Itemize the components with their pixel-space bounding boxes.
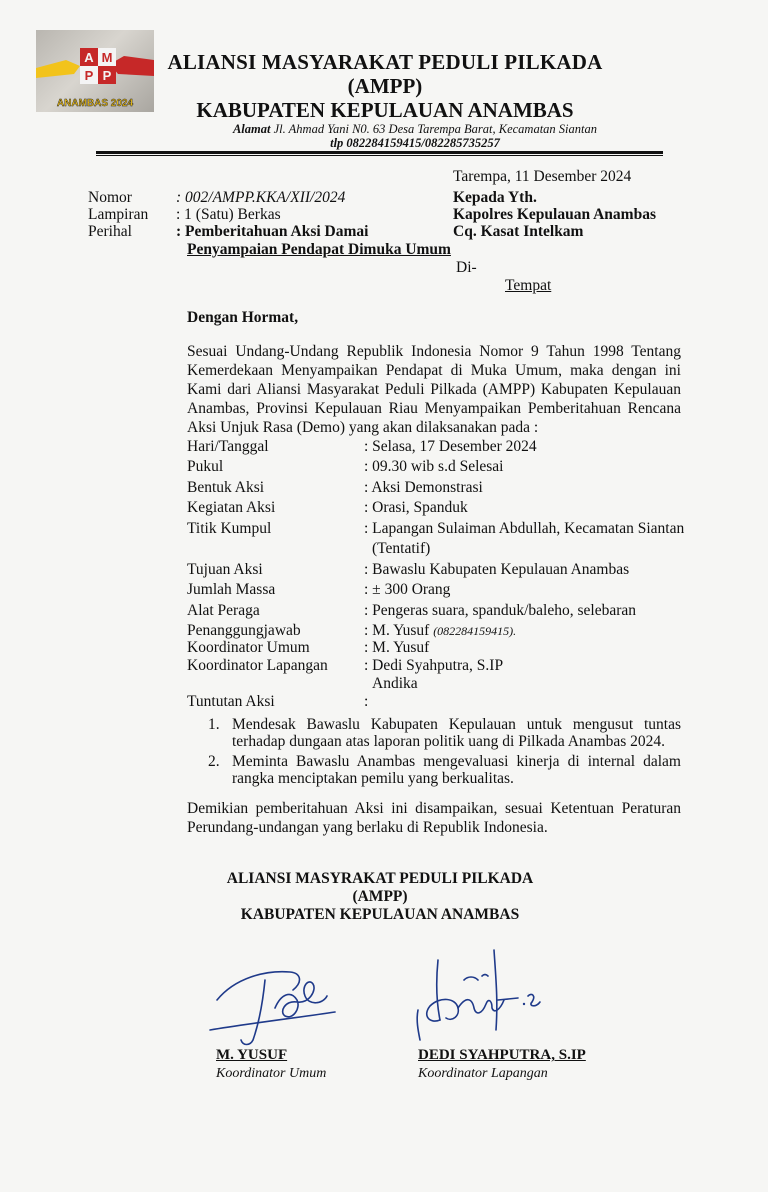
nomor-value: : 002/AMPP.KKA/XII/2024 bbox=[176, 189, 346, 206]
lampiran-value: : 1 (Satu) Berkas bbox=[176, 206, 281, 223]
org-name: ALIANSI MASYARAKAT PEDULI PILKADA bbox=[167, 50, 603, 74]
pj-name: : M. Yusuf bbox=[364, 622, 430, 639]
detail-value-titik-2: (Tentatif) bbox=[372, 540, 431, 557]
pj-phone: (082284159415). bbox=[433, 624, 517, 638]
intro-paragraph: Sesuai Undang-Undang Republik Indonesia Nomor 9 Tahun 1998 Tentang Kemerdekaan Menyampaikan Pendapat di Muka Umum, maka dengan ini Kami dari Aliansi Masyarakat Peduli Pilkada (AMPP) Kabupaten Kepulauan Anambas, Provinsi Kepulauan Riau Menyampaikan Pemberitahuan Rencana Aksi Unjuk Rasa (Demo) yang akan dilaksanakan pada : bbox=[187, 343, 681, 436]
ampp-logo bbox=[36, 30, 154, 112]
phone-text: 082284159415/082285735257 bbox=[346, 136, 500, 150]
org-region: KABUPATEN KEPULAUAN ANAMBAS bbox=[196, 98, 574, 122]
perihal-value-1: : Pemberitahuan Aksi Damai bbox=[176, 223, 369, 240]
detail-label-jumlah: Jumlah Massa bbox=[187, 581, 276, 598]
recipient-line3: Cq. Kasat Intelkam bbox=[453, 223, 584, 240]
address-label: Alamat bbox=[232, 122, 271, 136]
left-signatory-name: M. YUSUF bbox=[216, 1047, 288, 1063]
detail-label-koord-lap: Koordinator Lapangan bbox=[187, 657, 328, 674]
detail-label-pukul: Pukul bbox=[187, 458, 224, 475]
detail-value-hari: : Selasa, 17 Desember 2024 bbox=[364, 438, 537, 455]
list-item bbox=[208, 716, 681, 750]
detail-label-hari: Hari/Tanggal bbox=[187, 438, 269, 455]
recipient-tempat: Tempat bbox=[505, 277, 552, 294]
detail-value-tujuan: : Bawaslu Kabupaten Kepulauan Anambas bbox=[364, 561, 630, 578]
phone-label: tlp bbox=[330, 136, 344, 150]
list-item-text: Meminta Bawaslu Anambas mengevaluasi kinerja di internal dalam rangka menciptakan pemilu yang berkualitas. bbox=[232, 753, 681, 787]
detail-label-pj: Penanggungjawab bbox=[187, 622, 301, 639]
list-item bbox=[208, 753, 681, 787]
org-abbr: (AMPP) bbox=[347, 74, 423, 98]
letterhead-rule-thick bbox=[96, 151, 663, 154]
detail-value-kegiatan: : Orasi, Spanduk bbox=[364, 499, 468, 516]
perihal-label: Perihal bbox=[88, 223, 132, 240]
recipient-line2: Kapolres Kepulauan Anambas bbox=[453, 206, 656, 223]
left-signature-scribble bbox=[205, 960, 340, 1050]
right-signatory-name: DEDI SYAHPUTRA, S.IP bbox=[418, 1047, 586, 1063]
list-item-text: Mendesak Bawaslu Kabupaten Kepulauan untuk mengusut tuntas terhadap dungaan atas laporan politik uang di Pilkada Anambas 2024. bbox=[232, 716, 681, 750]
right-signatory-role: Koordinator Lapangan bbox=[418, 1066, 548, 1081]
demands-list bbox=[208, 716, 681, 790]
detail-value-jumlah: : ± 300 Orang bbox=[364, 581, 451, 598]
list-item-number: 1. bbox=[208, 716, 220, 733]
detail-value-alat: : Pengeras suara, spanduk/baleho, selebaran bbox=[364, 602, 637, 619]
detail-value-koord-lap-1: : Dedi Syahputra, S.IP bbox=[364, 657, 504, 674]
list-item-number: 2. bbox=[208, 753, 220, 770]
detail-label-titik: Titik Kumpul bbox=[187, 520, 272, 537]
address-text: Jl. Ahmad Yani N0. 63 Desa Tarempa Barat, Kecamatan Siantan bbox=[273, 122, 598, 136]
signature-org-line3: KABUPATEN KEPULAUAN ANAMBAS bbox=[240, 906, 520, 923]
detail-label-koord-umum: Koordinator Umum bbox=[187, 639, 310, 656]
svg-text:M: M bbox=[101, 50, 113, 65]
org-address bbox=[200, 122, 630, 150]
svg-text:ANAMBAS 2024: ANAMBAS 2024 bbox=[56, 98, 134, 109]
detail-label-alat: Alat Peraga bbox=[187, 602, 260, 619]
svg-text:P: P bbox=[102, 68, 112, 83]
closing-paragraph: Demikian pemberitahuan Aksi ini disampaikan, sesuai Ketentuan Peraturan Perundang-undangan yang berlaku di Republik Indonesia. bbox=[187, 800, 681, 836]
detail-label-tuntutan: Tuntutan Aksi bbox=[187, 693, 275, 710]
right-signature-scribble bbox=[400, 940, 560, 1050]
letter-date: Tarempa, 11 Desember 2024 bbox=[453, 168, 632, 185]
detail-value-tuntutan: : bbox=[364, 693, 369, 710]
recipient-di: Di- bbox=[456, 259, 477, 276]
recipient-line1: Kepada Yth. bbox=[453, 189, 537, 206]
perihal-value-2: Penyampaian Pendapat Dimuka Umum bbox=[187, 241, 451, 258]
detail-value-bentuk: : Aksi Demonstrasi bbox=[364, 479, 483, 496]
detail-label-bentuk: Bentuk Aksi bbox=[187, 479, 265, 496]
detail-value-koord-umum: : M. Yusuf bbox=[364, 639, 430, 656]
svg-text:P: P bbox=[84, 68, 94, 83]
detail-value-titik-1: : Lapangan Sulaiman Abdullah, Kecamatan Siantan bbox=[364, 520, 685, 537]
letterhead-rule-thin bbox=[96, 155, 663, 156]
left-signatory-role: Koordinator Umum bbox=[216, 1066, 327, 1081]
detail-label-kegiatan: Kegiatan Aksi bbox=[187, 499, 276, 516]
salutation: Dengan Hormat, bbox=[187, 309, 299, 326]
detail-value-koord-lap-2: Andika bbox=[372, 675, 418, 692]
detail-value-pukul: : 09.30 wib s.d Selesai bbox=[364, 458, 504, 475]
detail-label-tujuan: Tujuan Aksi bbox=[187, 561, 263, 578]
lampiran-label: Lampiran bbox=[88, 206, 149, 223]
signature-org-line2: (AMPP) bbox=[352, 888, 408, 905]
signature-org-line1: ALIANSI MASYRAKAT PEDULI PILKADA bbox=[226, 870, 534, 887]
svg-text:A: A bbox=[84, 50, 94, 65]
nomor-label: Nomor bbox=[88, 189, 132, 206]
